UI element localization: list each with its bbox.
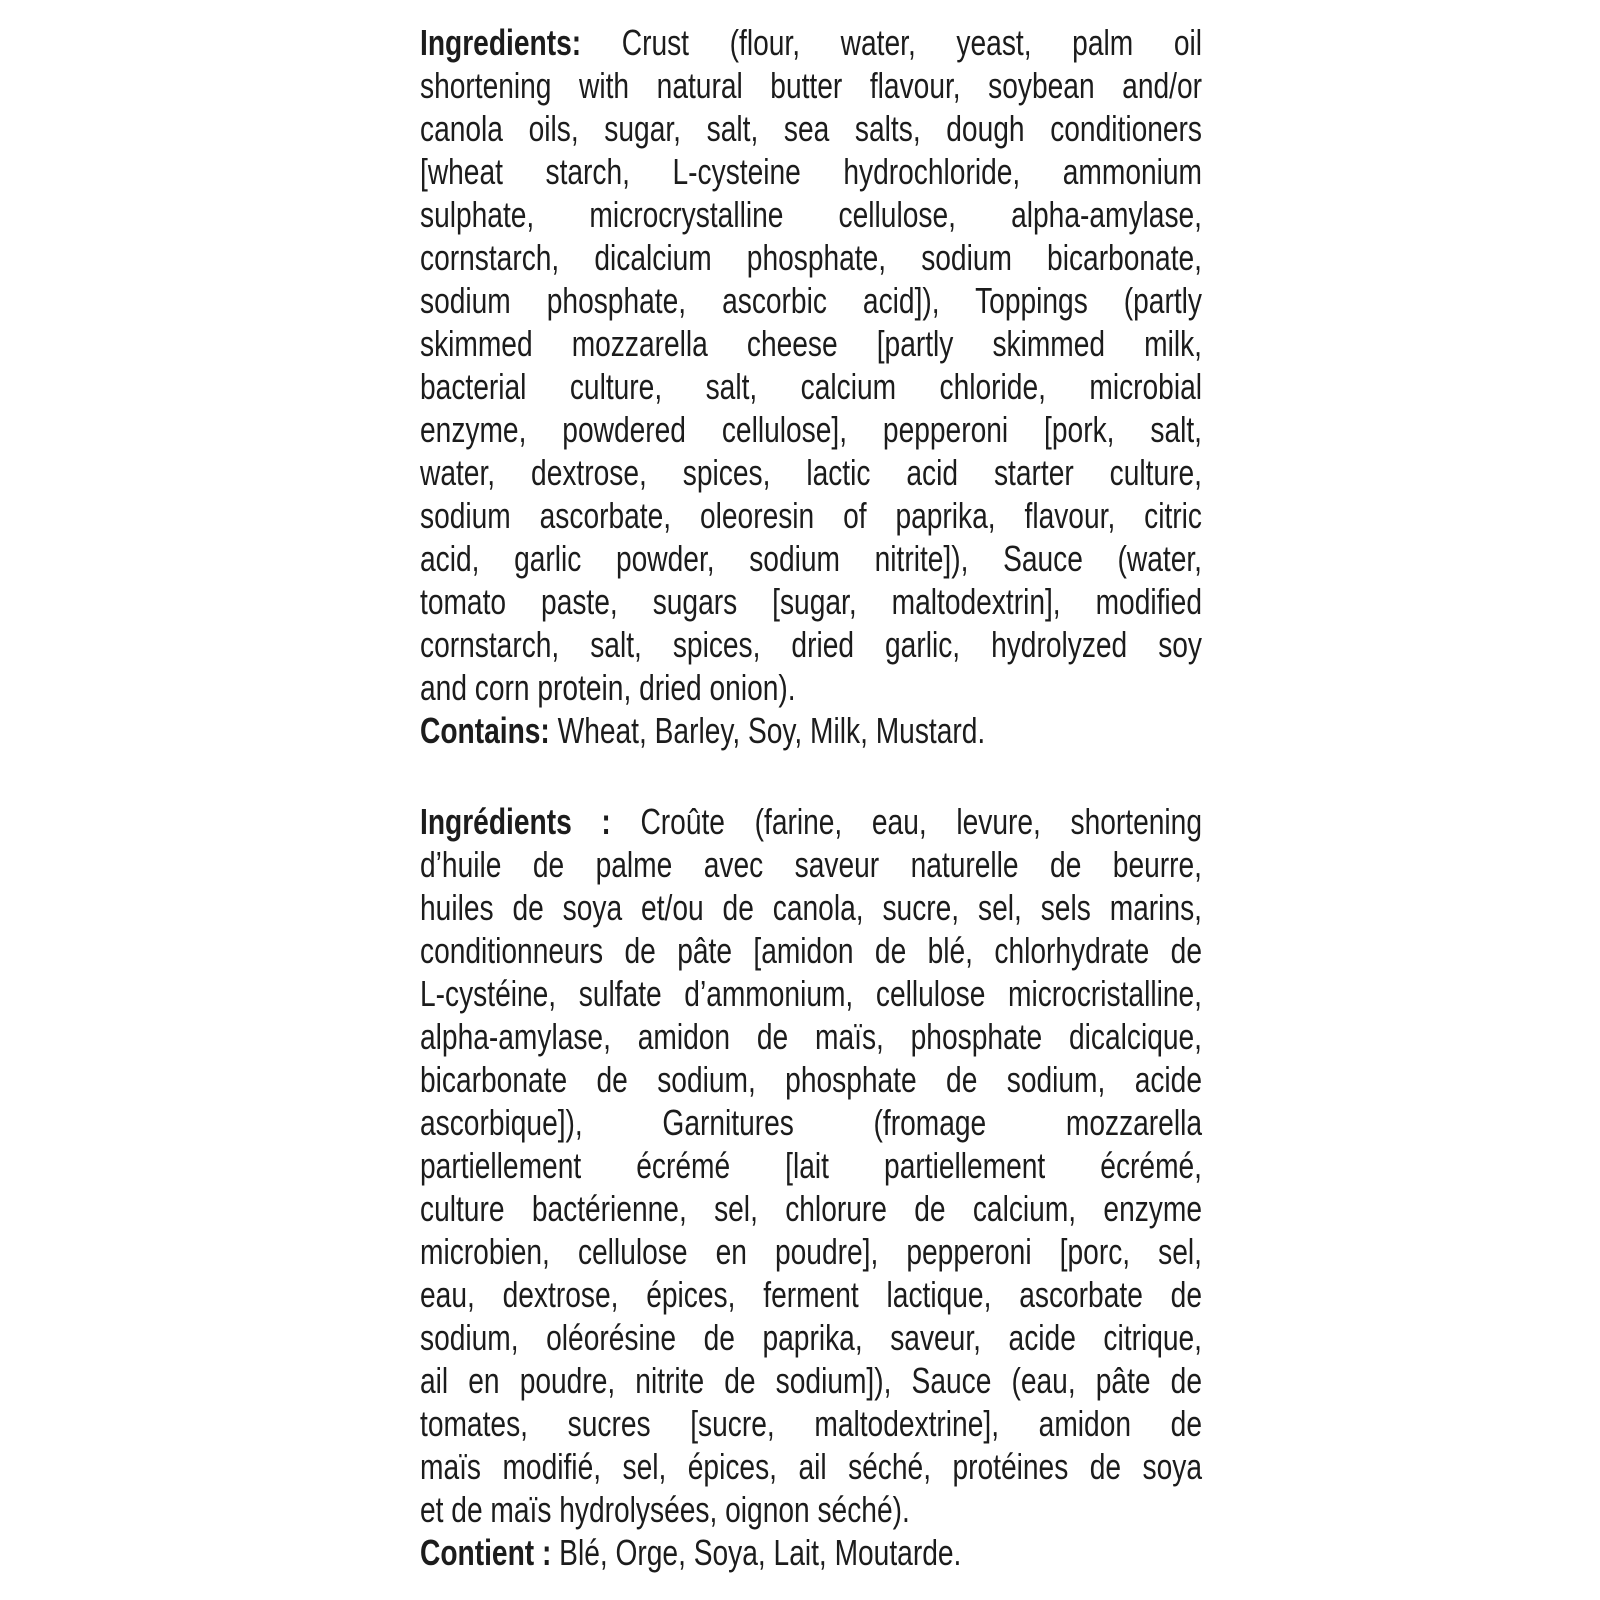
ingredient-line: [420, 666, 1202, 709]
ingredient-line-text: sodium phosphate, ascorbic acid]), Toppings (partly: [420, 280, 1202, 321]
ingredient-line-text: shortening with natural butter flavour, soybean and/or: [420, 65, 1202, 106]
ingredient-line-text: sulphate, microcrystalline cellulose, alpha-amylase,: [420, 194, 1202, 235]
ingredient-line-text: conditionneurs de pâte [amidon de blé, chlorhydrate de: [420, 930, 1202, 971]
ingredient-line-text: partiellement écrémé [lait partiellement écrémé,: [420, 1145, 1202, 1186]
ingredient-line-text: cornstarch, salt, spices, dried garlic, hydrolyzed soy: [420, 624, 1202, 665]
ingredient-line: [420, 972, 1202, 1015]
ingredients-french-block: [420, 800, 1202, 1574]
ingredient-line: [420, 64, 1202, 107]
ingredient-line: [420, 800, 1202, 843]
ingredient-line-text: cornstarch, dicalcium phosphate, sodium bicarbonate,: [420, 237, 1202, 278]
ingredient-line: [420, 322, 1202, 365]
ingredient-line: [420, 1531, 1202, 1574]
ingredient-line: [420, 580, 1202, 623]
ingredient-line: [420, 1273, 1202, 1316]
ingredient-line-text: culture bactérienne, sel, chlorure de calcium, enzyme: [420, 1188, 1202, 1229]
ingredient-line: [420, 1015, 1202, 1058]
ingredient-line: [420, 365, 1202, 408]
ingredient-line-text: maïs modifié, sel, épices, ail séché, protéines de soya: [420, 1446, 1202, 1487]
ingredient-line-text: tomato paste, sugars [sugar, maltodextrin], modified: [420, 581, 1202, 622]
ingredient-line-text: canola oils, sugar, salt, sea salts, dough conditioners: [420, 108, 1202, 149]
ingredient-line-text: Wheat, Barley, Soy, Milk, Mustard.: [549, 710, 986, 751]
ingredient-line: [420, 886, 1202, 929]
ingredients-english-block: [420, 21, 1202, 752]
ingredient-line-text: [wheat starch, L-cysteine hydrochloride, ammonium: [420, 151, 1202, 192]
ingredient-line-text: skimmed mozzarella cheese [partly skimmed milk,: [420, 323, 1202, 364]
ingredient-line-text: microbien, cellulose en poudre], pepperoni [porc, sel,: [420, 1231, 1202, 1272]
ingredient-line: [420, 408, 1202, 451]
ingredient-line: [420, 236, 1202, 279]
ingredient-line-text: water, dextrose, spices, lactic acid starter culture,: [420, 452, 1202, 493]
ingredient-line: [420, 150, 1202, 193]
ingredient-line-text: Crust (flour, water, yeast, palm oil: [581, 22, 1202, 63]
ingredient-line-text: sodium, oléorésine de paprika, saveur, acide citrique,: [420, 1317, 1202, 1358]
ingredient-line-text: and corn protein, dried onion).: [420, 667, 796, 708]
ingredient-line: [420, 1316, 1202, 1359]
ingredient-line-lead-label: Contains:: [420, 710, 550, 751]
ingredient-line-lead-label: Contient :: [420, 1532, 552, 1573]
ingredient-line-lead-label: Ingrédients :: [420, 801, 611, 842]
ingredient-line-text: et de maïs hydrolysées, oignon séché).: [420, 1489, 910, 1530]
ingredient-line: [420, 929, 1202, 972]
ingredient-line: [420, 107, 1202, 150]
ingredient-line: [420, 843, 1202, 886]
ingredient-line: [420, 1187, 1202, 1230]
ingredient-line: [420, 1058, 1202, 1101]
ingredient-line-text: sodium ascorbate, oleoresin of paprika, flavour, citric: [420, 495, 1202, 536]
ingredient-line-lead-label: Ingredients:: [420, 22, 582, 63]
ingredient-line: [420, 451, 1202, 494]
ingredient-line-text: ascorbique]), Garnitures (fromage mozzarella: [420, 1102, 1202, 1143]
ingredient-line-text: eau, dextrose, épices, ferment lactique, ascorbate de: [420, 1274, 1202, 1315]
ingredient-line: [420, 709, 1202, 752]
ingredient-line: [420, 1488, 1202, 1531]
ingredients-label: [420, 0, 1420, 1600]
ingredient-line: [420, 1445, 1202, 1488]
ingredient-line: [420, 623, 1202, 666]
ingredient-line-text: d’huile de palme avec saveur naturelle de beurre,: [420, 844, 1202, 885]
ingredient-line-text: alpha-amylase, amidon de maïs, phosphate dicalcique,: [420, 1016, 1202, 1057]
ingredient-line-text: enzyme, powdered cellulose], pepperoni [pork, salt,: [420, 409, 1202, 450]
ingredient-line-text: bicarbonate de sodium, phosphate de sodium, acide: [420, 1059, 1202, 1100]
ingredient-line-text: ail en poudre, nitrite de sodium]), Sauce (eau, pâte de: [420, 1360, 1202, 1401]
ingredient-line: [420, 193, 1202, 236]
ingredient-line-text: Blé, Orge, Soya, Lait, Moutarde.: [551, 1532, 962, 1573]
ingredient-line-text: tomates, sucres [sucre, maltodextrine], amidon de: [420, 1403, 1202, 1444]
ingredient-line-text: L-cystéine, sulfate d’ammonium, cellulose microcristalline,: [420, 973, 1202, 1014]
ingredient-line: [420, 1144, 1202, 1187]
ingredient-line: [420, 1101, 1202, 1144]
ingredient-line-text: Croûte (farine, eau, levure, shortening: [610, 801, 1202, 842]
ingredient-line: [420, 537, 1202, 580]
ingredient-line-text: huiles de soya et/ou de canola, sucre, sel, sels marins,: [420, 887, 1202, 928]
ingredient-line: [420, 494, 1202, 537]
ingredient-line: [420, 1402, 1202, 1445]
ingredient-line: [420, 279, 1202, 322]
ingredient-line: [420, 1359, 1202, 1402]
ingredient-line-text: bacterial culture, salt, calcium chloride, microbial: [420, 366, 1202, 407]
ingredient-line-text: acid, garlic powder, sodium nitrite]), Sauce (water,: [420, 538, 1202, 579]
ingredient-line: [420, 21, 1202, 64]
ingredient-line: [420, 1230, 1202, 1273]
